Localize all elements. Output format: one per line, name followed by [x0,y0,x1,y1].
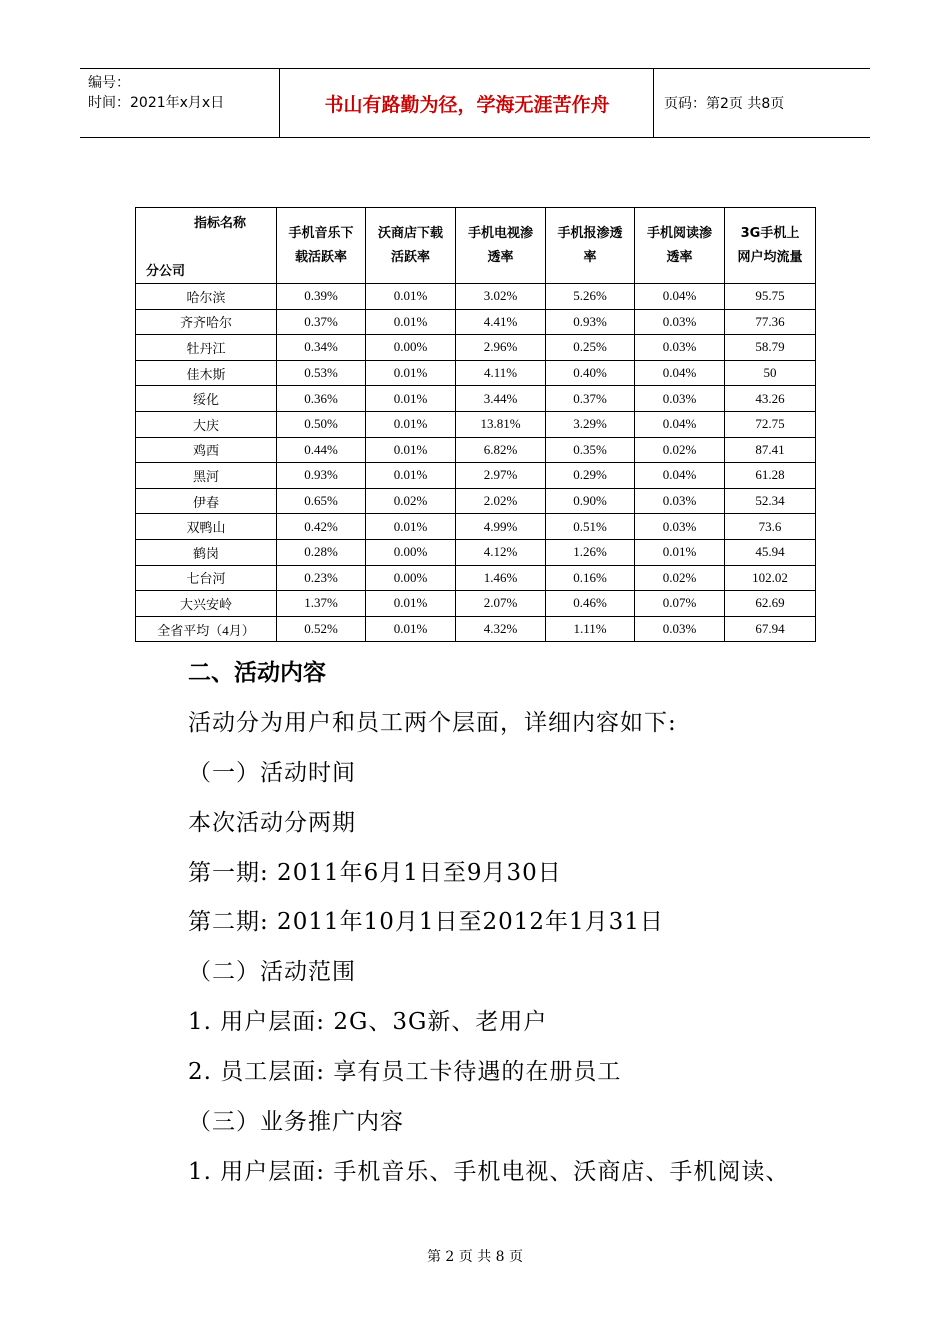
number-label: 编号： [88,75,130,91]
value-cell: 0.29% [546,463,635,489]
branch-name-cell: 齐齐哈尔 [136,309,277,335]
value-cell: 0.01% [366,591,456,617]
table-row [136,309,816,335]
value-cell: 0.93% [546,309,635,335]
value-cell: 0.03% [635,309,725,335]
header-page-code: 页码：第2页 共8页 [664,96,785,112]
value-cell: 0.03% [635,386,725,412]
value-cell: 45.94 [725,539,816,565]
body-line: （二）活动范围 [188,959,356,985]
page-footer: 第 2 页 共 8 页 [426,1249,524,1265]
value-cell: 0.23% [277,565,366,591]
page-header [80,68,870,138]
value-cell: 2.02% [456,488,546,514]
value-cell: 95.75 [725,284,816,310]
value-cell: 0.04% [635,284,725,310]
value-cell: 0.00% [366,565,456,591]
table-row [136,437,816,463]
branch-name-cell: 大庆 [136,411,277,437]
value-cell: 0.42% [277,514,366,540]
value-cell: 0.36% [277,386,366,412]
table-row [136,386,816,412]
value-cell: 0.25% [546,335,635,361]
value-cell: 0.46% [546,591,635,617]
value-cell: 0.01% [366,616,456,642]
time-label: 时间：2021年x月x日 [88,95,225,111]
column-header: 手机电视渗 透率 [456,208,546,284]
value-cell: 0.03% [635,514,725,540]
table-row [136,565,816,591]
value-cell: 0.03% [635,335,725,361]
value-cell: 2.07% [456,591,546,617]
value-cell: 0.01% [366,437,456,463]
value-cell: 50 [725,360,816,386]
value-cell: 102.02 [725,565,816,591]
value-cell: 43.26 [725,386,816,412]
value-cell: 0.02% [635,437,725,463]
value-cell: 1.46% [456,565,546,591]
column-header: 手机阅读渗 透率 [635,208,725,284]
value-cell: 67.94 [725,616,816,642]
value-cell: 0.00% [366,335,456,361]
branch-name-cell: 双鸭山 [136,514,277,540]
value-cell: 3.02% [456,284,546,310]
table-row [136,514,816,540]
branch-name-cell: 大兴安岭 [136,591,277,617]
section-heading: 二、活动内容 [188,660,326,686]
value-cell: 3.44% [456,386,546,412]
body-line: （三）业务推广内容 [188,1109,404,1135]
value-cell: 0.28% [277,539,366,565]
value-cell: 2.97% [456,463,546,489]
value-cell: 0.35% [546,437,635,463]
value-cell: 2.96% [456,335,546,361]
value-cell: 0.07% [635,591,725,617]
value-cell: 0.03% [635,488,725,514]
table-row [136,463,816,489]
value-cell: 0.01% [366,284,456,310]
table-row [136,411,816,437]
value-cell: 3.29% [546,411,635,437]
value-cell: 0.01% [366,514,456,540]
value-cell: 0.00% [366,539,456,565]
table-row [136,360,816,386]
value-cell: 4.99% [456,514,546,540]
corner-branch-label: 分公司 [146,264,186,279]
value-cell: 77.36 [725,309,816,335]
value-cell: 4.12% [456,539,546,565]
body-line: 1. 用户层面: 2G、3G新、老用户 [188,1009,548,1035]
value-cell: 61.28 [725,463,816,489]
value-cell: 1.26% [546,539,635,565]
value-cell: 0.01% [366,309,456,335]
value-cell: 0.52% [277,616,366,642]
body-line: 2. 员工层面: 享有员工卡待遇的在册员工 [188,1059,622,1085]
value-cell: 1.11% [546,616,635,642]
value-cell: 0.40% [546,360,635,386]
branch-name-cell: 哈尔滨 [136,284,277,310]
value-cell: 0.39% [277,284,366,310]
value-cell: 0.01% [366,463,456,489]
table-header-row [136,208,816,284]
branch-name-cell: 鹤岗 [136,539,277,565]
body-line: 1. 用户层面: 手机音乐、手机电视、沃商店、手机阅读、 [188,1159,790,1185]
value-cell: 87.41 [725,437,816,463]
value-cell: 73.6 [725,514,816,540]
value-cell: 0.90% [546,488,635,514]
value-cell: 52.34 [725,488,816,514]
branch-name-cell: 七台河 [136,565,277,591]
branch-name-cell: 牡丹江 [136,335,277,361]
value-cell: 0.16% [546,565,635,591]
value-cell: 0.37% [546,386,635,412]
body-line: （一）活动时间 [188,760,356,786]
value-cell: 0.93% [277,463,366,489]
value-cell: 62.69 [725,591,816,617]
value-cell: 4.41% [456,309,546,335]
body-line: 活动分为用户和员工两个层面，详细内容如下: [188,710,677,736]
value-cell: 0.51% [546,514,635,540]
table-row [136,335,816,361]
branch-name-cell: 鸡西 [136,437,277,463]
branch-name-cell: 伊春 [136,488,277,514]
value-cell: 5.26% [546,284,635,310]
value-cell: 0.37% [277,309,366,335]
corner-indicator-label: 指标名称 [194,216,247,231]
table-row [136,284,816,310]
value-cell: 0.65% [277,488,366,514]
header-motto: 书山有路勤为径，学海无涯苦作舟 [281,69,654,137]
table-row [136,539,816,565]
column-header: 沃商店下载 活跃率 [366,208,456,284]
value-cell: 58.79 [725,335,816,361]
value-cell: 0.50% [277,411,366,437]
value-cell: 1.37% [277,591,366,617]
table-row [136,616,816,642]
branch-name-cell: 绥化 [136,386,277,412]
value-cell: 13.81% [456,411,546,437]
value-cell: 0.02% [635,565,725,591]
branch-name-cell: 佳木斯 [136,360,277,386]
table-row [136,488,816,514]
value-cell: 0.44% [277,437,366,463]
column-header: 手机报渗透 率 [546,208,635,284]
value-cell: 0.04% [635,411,725,437]
column-header: 手机音乐下 载活跃率 [277,208,366,284]
value-cell: 0.02% [366,488,456,514]
value-cell: 6.82% [456,437,546,463]
table-row [136,591,816,617]
value-cell: 0.04% [635,463,725,489]
column-header: 3G手机上 网户均流量 [725,208,816,284]
body-line: 本次活动分两期 [188,810,356,836]
header-meta [80,69,280,137]
body-line: 第二期: 2011年10月1日至2012年1月31日 [188,909,664,935]
value-cell: 0.01% [366,386,456,412]
body-line: 第一期: 2011年6月1日至9月30日 [188,860,562,886]
branch-name-cell: 黑河 [136,463,277,489]
value-cell: 4.11% [456,360,546,386]
value-cell: 0.53% [277,360,366,386]
branch-name-cell: 全省平均（4月） [136,616,277,642]
value-cell: 0.01% [366,360,456,386]
value-cell: 0.01% [366,411,456,437]
value-cell: 0.03% [635,616,725,642]
table-corner-header [136,208,277,284]
value-cell: 0.01% [635,539,725,565]
value-cell: 72.75 [725,411,816,437]
indicator-table [135,207,816,642]
value-cell: 4.32% [456,616,546,642]
value-cell: 0.04% [635,360,725,386]
value-cell: 0.34% [277,335,366,361]
